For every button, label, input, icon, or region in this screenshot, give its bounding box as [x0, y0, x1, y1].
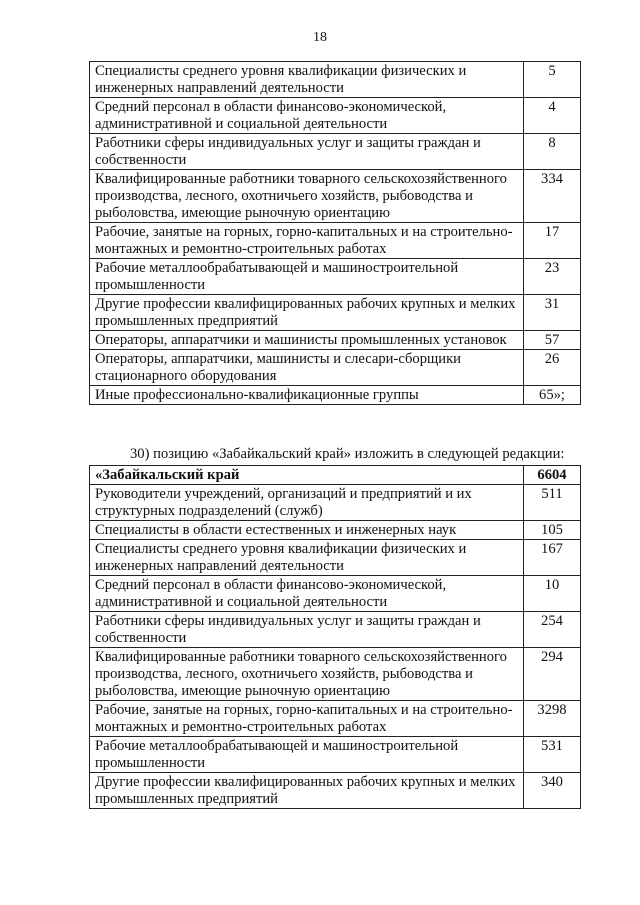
occupation-count: 23 [524, 259, 581, 295]
table-row [90, 540, 581, 576]
occupation-count: 10 [524, 576, 581, 612]
occupation-label: Квалифицированные работники товарного сельскохозяйственного производства, лесного, охотничьего хозяйств, рыбоводства и рыболовства, имеющие рыночную ориентацию [90, 648, 524, 701]
table-row [90, 223, 581, 259]
occupation-count: 5 [524, 62, 581, 98]
occupation-count: 31 [524, 295, 581, 331]
occupation-count: 17 [524, 223, 581, 259]
occupation-count: 511 [524, 485, 581, 521]
occupation-label: Руководители учреждений, организаций и предприятий и их структурных подразделений (служб) [90, 485, 524, 521]
occupation-label: Работники сферы индивидуальных услуг и защиты граждан и собственности [90, 134, 524, 170]
occupation-label: Работники сферы индивидуальных услуг и защиты граждан и собственности [90, 612, 524, 648]
occupation-label: Иные профессионально-квалификационные группы [90, 386, 524, 405]
occupation-label: Средний персонал в области финансово-экономической, административной и социальной деятельности [90, 576, 524, 612]
occupation-label: Средний персонал в области финансово-экономической, административной и социальной деятельности [90, 98, 524, 134]
occupation-count: 254 [524, 612, 581, 648]
page-number: 18 [313, 30, 327, 45]
occupation-count: 334 [524, 170, 581, 223]
occupation-count: 4 [524, 98, 581, 134]
occupation-count: 340 [524, 773, 581, 809]
occupation-label: Другие профессии квалифицированных рабочих крупных и мелких промышленных предприятий [90, 295, 524, 331]
table-row [90, 701, 581, 737]
occupation-count: 105 [524, 521, 581, 540]
region-total: 6604 [524, 466, 581, 485]
table-row [90, 612, 581, 648]
occupation-count: 3298 [524, 701, 581, 737]
occupation-count: 531 [524, 737, 581, 773]
table-row [90, 773, 581, 809]
occupation-label: Рабочие металлообрабатывающей и машиностроительной промышленности [90, 259, 524, 295]
occupation-label: Квалифицированные работники товарного сельскохозяйственного производства, лесного, охотничьего хозяйств, рыбоводства и рыболовства, имеющие рыночную ориентацию [90, 170, 524, 223]
table-row [90, 62, 581, 98]
table-row [90, 576, 581, 612]
occupation-label: Специалисты среднего уровня квалификации физических и инженерных направлений деятельности [90, 540, 524, 576]
table-row [90, 170, 581, 223]
occupation-count: 294 [524, 648, 581, 701]
occupation-label: Операторы, аппаратчики и машинисты промышленных установок [90, 331, 524, 350]
region-name: «Забайкальский край [90, 466, 524, 485]
occupation-label: Специалисты среднего уровня квалификации физических и инженерных направлений деятельности [90, 62, 524, 98]
table-row [90, 485, 581, 521]
occupation-count: 8 [524, 134, 581, 170]
occupation-label: Другие профессии квалифицированных рабочих крупных и мелких промышленных предприятий [90, 773, 524, 809]
table-row [90, 737, 581, 773]
table-row [90, 295, 581, 331]
occupation-count: 65»; [524, 386, 581, 405]
occupation-label: Рабочие, занятые на горных, горно-капитальных и на строительно-монтажных и ремонтно-строительных работах [90, 701, 524, 737]
table-row [90, 648, 581, 701]
occupation-label: Рабочие металлообрабатывающей и машиностроительной промышленности [90, 737, 524, 773]
occupation-label: Рабочие, занятые на горных, горно-капитальных и на строительно-монтажных и ремонтно-строительных работах [90, 223, 524, 259]
occupation-table-continued [89, 61, 581, 405]
occupation-label: Операторы, аппаратчики, машинисты и слесари-сборщики стационарного оборудования [90, 350, 524, 386]
table-row [90, 98, 581, 134]
table-row [90, 350, 581, 386]
zabaikalsky-krai-table [89, 465, 581, 809]
table-row [90, 331, 581, 350]
occupation-label: Специалисты в области естественных и инженерных наук [90, 521, 524, 540]
occupation-count: 167 [524, 540, 581, 576]
occupation-count: 57 [524, 331, 581, 350]
table-row [90, 521, 581, 540]
table-row [90, 134, 581, 170]
table-row [90, 386, 581, 405]
table-row [90, 259, 581, 295]
section-heading: 30) позицию «Забайкальский край» изложить в следующей редакции: [130, 446, 565, 462]
occupation-count: 26 [524, 350, 581, 386]
region-row [90, 466, 581, 485]
